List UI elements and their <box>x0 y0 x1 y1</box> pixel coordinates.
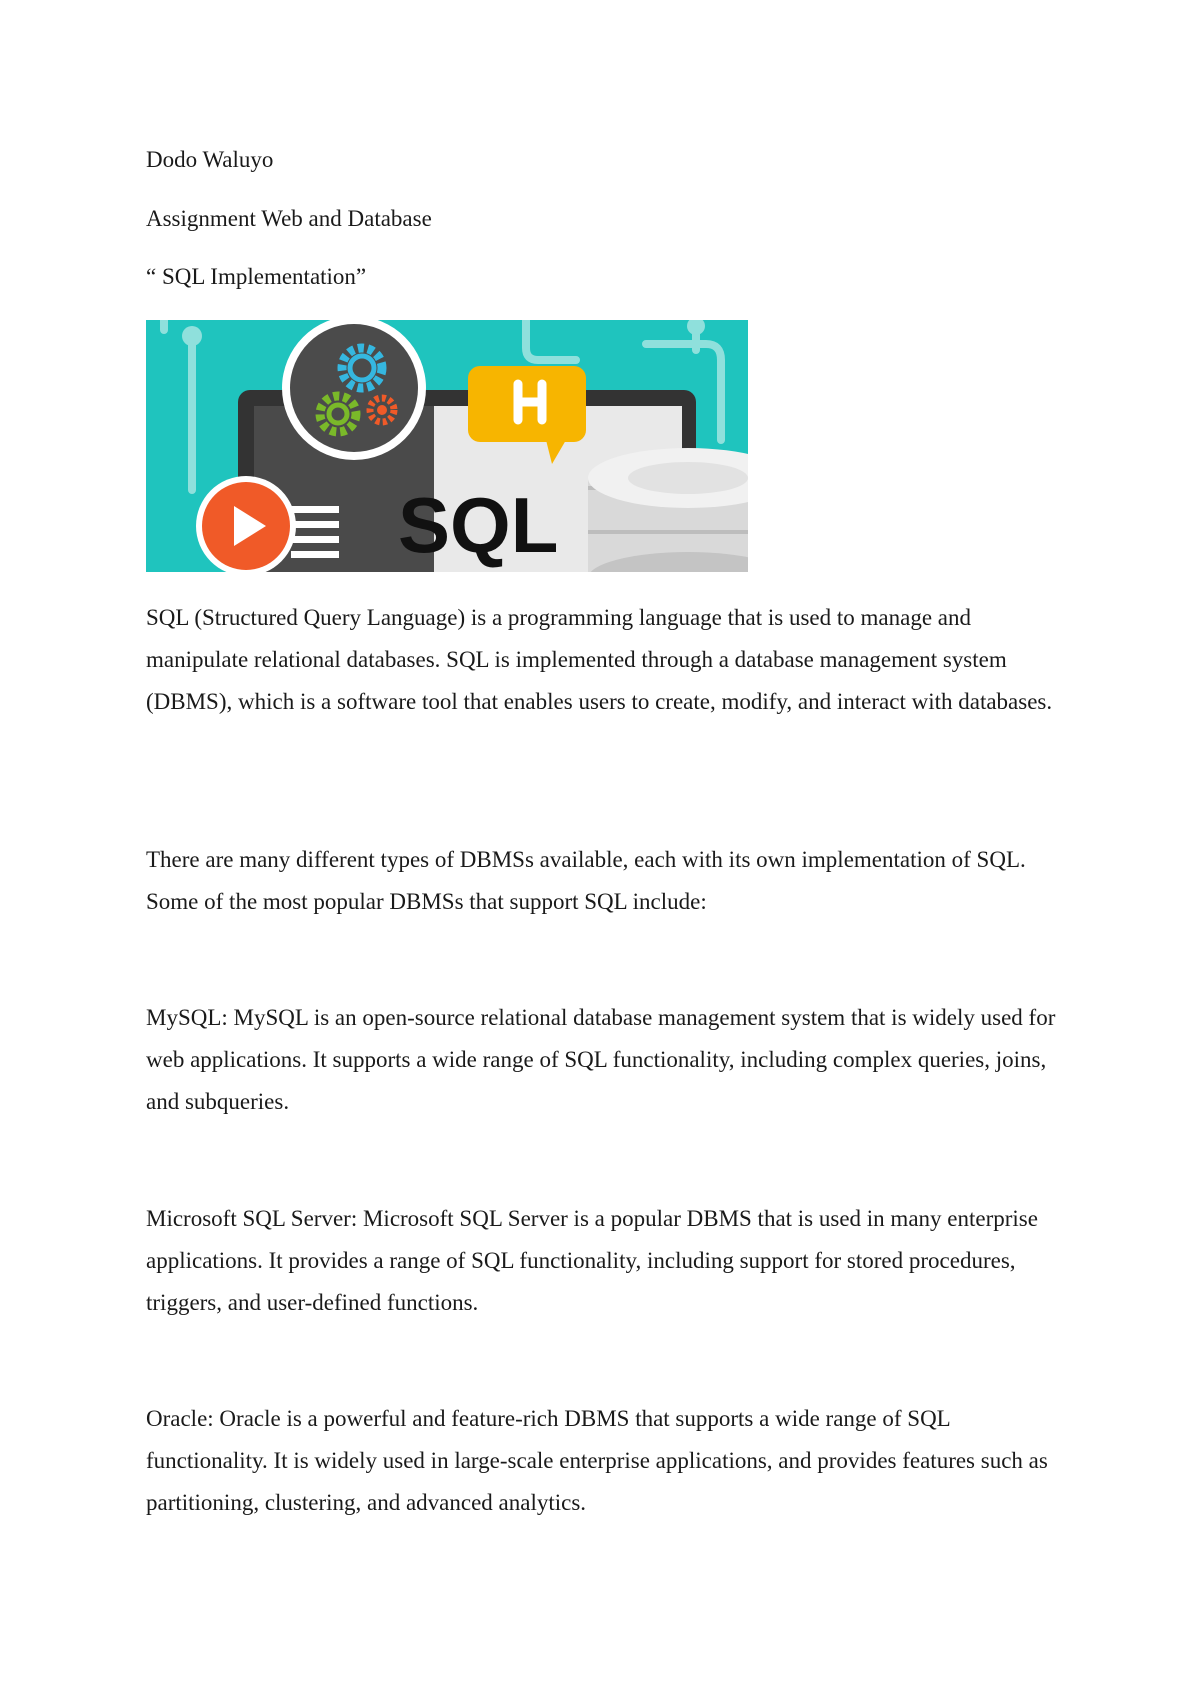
sql-word: SQL <box>398 481 559 569</box>
paragraph-oracle: Oracle: Oracle is a powerful and feature-rich DBMS that supports a wide range of SQL functionality. It is widely used in large-scale enterprise applications, and provides features such as partitioning, clustering, and advanced analytics. <box>146 1406 1048 1515</box>
paragraph-mysql: MySQL: MySQL is an open-source relational database management system that is widely used for web applications. It supports a wide range of SQL functionality, including complex queries, joins, and subqueries. <box>146 1005 1056 1114</box>
database-icon <box>588 448 748 572</box>
sql-illustration <box>146 320 748 572</box>
paragraph-sql-server: Microsoft SQL Server: Microsoft SQL Server is a popular DBMS that is used in many enterprise applications. It provides a range of SQL functionality, including support for stored procedures, triggers, and user-defined functions. <box>146 1206 1038 1315</box>
author-name: Dodo Waluyo <box>146 147 274 172</box>
paragraph-intro: SQL (Structured Query Language) is a programming language that is used to manage and manipulate relational databases. SQL is implemented through a database management system (DBMS), which is a software tool that enables users to create, modify, and interact with databases. <box>146 605 1053 714</box>
gears-icon <box>282 320 426 460</box>
course-title: Assignment Web and Database <box>146 206 432 231</box>
document-title: “ SQL Implementation” <box>146 264 367 289</box>
paragraph-dbms-types: There are many different types of DBMSs available, each with its own implementation of SQL. Some of the most popular DBMSs that support SQL include: <box>146 847 1026 914</box>
play-icon <box>196 476 296 572</box>
